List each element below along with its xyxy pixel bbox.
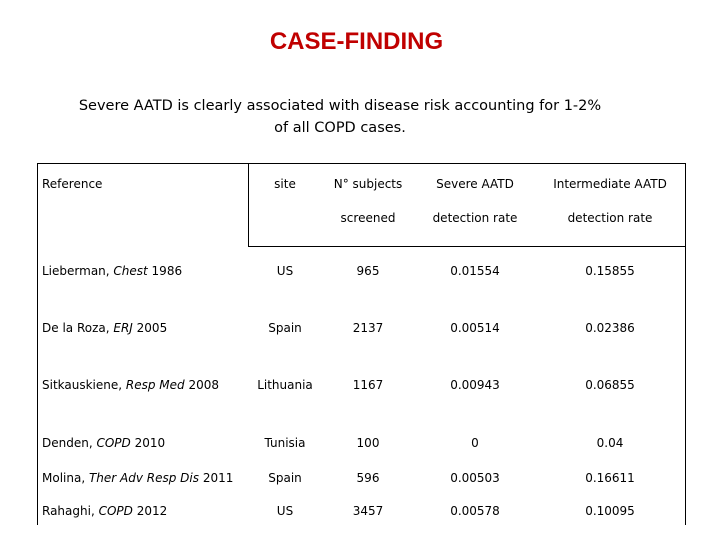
table-header-divider	[248, 246, 686, 247]
row-reference: Sitkauskiene, Resp Med 2008	[42, 378, 220, 392]
row-site: Lithuania	[257, 378, 313, 392]
row-severe-rate: 0.00943	[450, 378, 500, 392]
row-site: Tunisia	[264, 436, 306, 450]
row-severe-rate: 0.01554	[450, 264, 500, 278]
row-subjects: 2137	[352, 321, 384, 335]
table-site-column-divider	[248, 163, 249, 247]
header-severe-line-1: Severe AATD	[436, 177, 514, 191]
row-subjects: 965	[356, 264, 380, 278]
header-intermediate-line-1: Intermediate AATD	[553, 177, 667, 191]
row-subjects: 1167	[352, 378, 384, 392]
row-intermediate-rate: 0.15855	[585, 264, 635, 278]
row-intermediate-rate: 0.16611	[585, 471, 635, 485]
table-right-border	[685, 163, 686, 525]
row-intermediate-rate: 0.10095	[585, 504, 635, 518]
row-severe-rate: 0.00514	[450, 321, 500, 335]
row-intermediate-rate: 0.02386	[585, 321, 635, 335]
slide-title: CASE-FINDING	[269, 28, 444, 55]
row-reference: Lieberman, Chest 1986	[42, 264, 183, 278]
slide-subtitle	[55, 95, 625, 139]
row-reference: De la Roza, ERJ 2005	[42, 321, 168, 335]
row-reference: Rahaghi, COPD 2012	[42, 504, 168, 518]
row-intermediate-rate: 0.04	[596, 436, 624, 450]
row-severe-rate: 0	[471, 436, 479, 450]
row-subjects: 596	[356, 471, 380, 485]
table-left-border	[37, 163, 38, 525]
header-severe-line-2: detection rate	[432, 211, 518, 225]
row-reference: Denden, COPD 2010	[42, 436, 166, 450]
row-site: US	[276, 504, 294, 518]
table-top-border	[37, 163, 686, 164]
subtitle-line-1: Severe AATD is clearly associated with disease risk accounting for 1-2%	[78, 98, 602, 114]
header-subjects-line-1: N° subjects	[333, 177, 403, 191]
header-intermediate-line-2: detection rate	[567, 211, 653, 225]
row-site: Spain	[268, 321, 302, 335]
header-site: site	[274, 177, 296, 191]
row-site: US	[276, 264, 294, 278]
row-subjects: 3457	[352, 504, 384, 518]
row-severe-rate: 0.00578	[450, 504, 500, 518]
row-subjects: 100	[356, 436, 380, 450]
row-severe-rate: 0.00503	[450, 471, 500, 485]
row-site: Spain	[268, 471, 302, 485]
row-intermediate-rate: 0.06855	[585, 378, 635, 392]
subtitle-line-2: of all COPD cases.	[274, 120, 406, 136]
row-reference: Molina, Ther Adv Resp Dis 2011	[42, 471, 234, 485]
header-subjects-line-2: screened	[340, 211, 396, 225]
header-reference: Reference	[42, 177, 103, 191]
